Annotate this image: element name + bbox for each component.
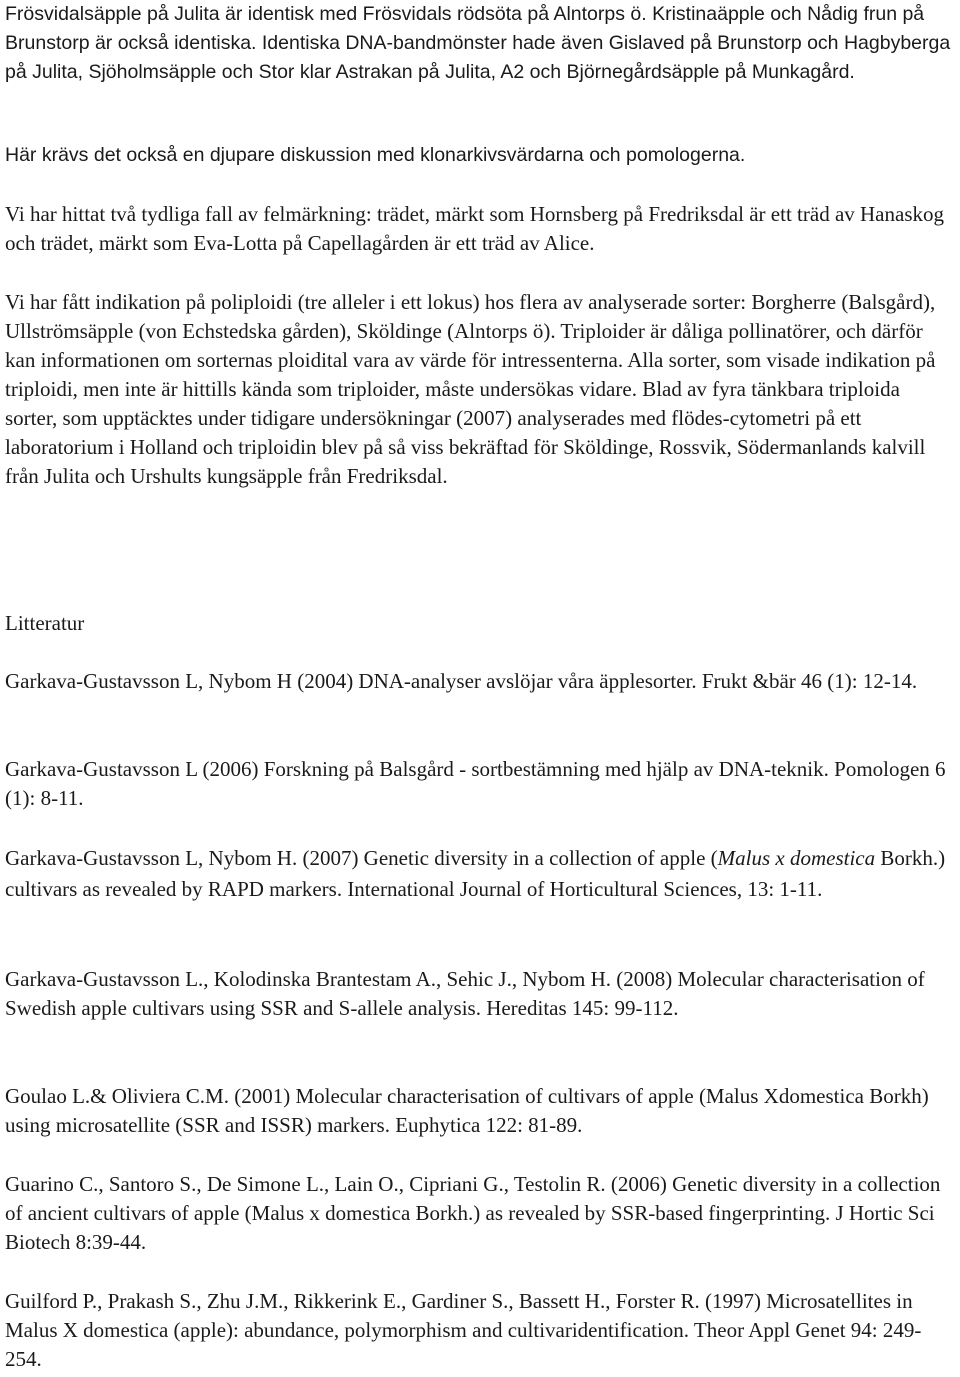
species-name-italic: Malus x domestica: [717, 846, 876, 870]
reference-item: [5, 843, 955, 905]
reference-item: Goulao L.& Oliviera C.M. (2001) Molecular characterisation of cultivars of apple (Malus Xdomestica Borkh) using microsatellite (SSR and ISSR) markers. Euphytica 122: 81-89.: [5, 1084, 929, 1137]
reference-item: Garkava-Gustavsson L, Nybom H (2004) DNA-analyser avslöjar våra äpplesorter. Frukt &bär 46 (1): 12-14.: [5, 669, 918, 693]
literature-heading: Litteratur: [5, 611, 85, 635]
paragraph-discussion: Här krävs det också en djupare diskussion med klonarkivsvärdarna och pomologerna.: [5, 144, 746, 166]
paragraph-mislabeling: Vi har hittat två tydliga fall av felmärkning: trädet, märkt som Hornsberg på Fredriksdal är ett träd av Hanaskog och trädet, märkt som Eva-Lotta på Capellagården är ett träd av Alice.: [5, 202, 944, 255]
reference-item: Guarino C., Santoro S., De Simone L., Lain O., Cipriani G., Testolin R. (2006) Genetic diversity in a collection of ancient cultivars of apple (Malus x domestica Borkh.) as revealed by SSR-based fingerprinting. J Hortic Sci Biotech 8:39-44.: [5, 1172, 941, 1254]
reference-item: Garkava-Gustavsson L (2006) Forskning på Balsgård - sortbestämning med hjälp av DNA-teknik. Pomologen 6 (1): 8-11.: [5, 757, 946, 810]
reference-item: Guilford P., Prakash S., Zhu J.M., Rikkerink E., Gardiner S., Bassett H., Forster R. (1997) Microsatellites in Malus X domestica (apple): abundance, polymorphism and cultivaridentification. Theor Appl Genet 94: 249-254.: [5, 1289, 922, 1371]
reference-item: Garkava-Gustavsson L., Kolodinska Brantestam A., Sehic J., Nybom H. (2008) Molecular characterisation of Swedish apple cultivars using SSR and S-allele analysis. Hereditas 145: 99-112.: [5, 967, 925, 1020]
reference-text: Garkava-Gustavsson L, Nybom H. (2007) Genetic diversity in a collection of apple (: [5, 846, 718, 870]
reference-text: Borkh.) cultivars as revealed by RAPD markers. International Journal of Horticultural Sciences, 13: 1-11.: [5, 846, 946, 901]
paragraph-polyploidy: Vi har fått indikation på poliploidi (tre alleler i ett lokus) hos flera av analyserade sorter: Borgherre (Balsgård), Ullströmsäpple (von Echstedska gården), Sköldinge (Alntorps ö). Triploider är dåliga pollinatörer, och därför kan informationen om sorternas ploidital vara av värde för intressenterna. Alla sorter, som visade indikation på triploidi, men inte är hittills kända som triploider, måste undersökas vidare. Blad av fyra tänkbara triploida sorter, som upptäcktes under tidigare undersökningar (2007) analyserades med flödes-cytometri på ett laboratorium i Holland och triploidin blev på så viss bekräftad för Sköldinge, Rossvik, Södermanlands kalvill från Julita och Urshults kungsäpple från Fredriksdal.: [5, 290, 936, 488]
paragraph-identical-cultivars: Frösvidalsäpple på Julita är identisk med Frösvidals rödsöta på Alntorps ö. Kristinaäpple och Nådig frun på Brunstorp är också identiska. Identiska DNA-bandmönster hade även Gislaved på Brunstorp och Hagbyberga på Julita, Sjöholmsäpple och Stor klar Astrakan på Julita, A2 och Björnegårdsäpple på Munkagård.: [5, 3, 951, 83]
